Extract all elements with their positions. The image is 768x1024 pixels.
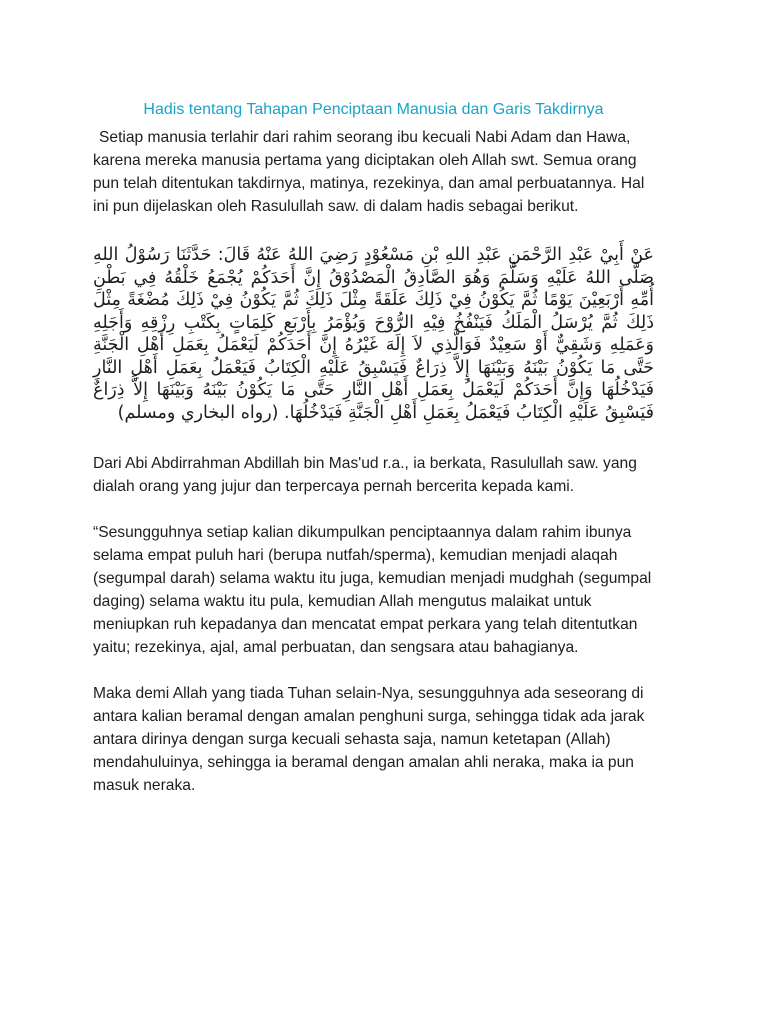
intro-paragraph: Setiap manusia terlahir dari rahim seorang ibu kecuali Nabi Adam dan Hawa, karena mereka manusia pertama yang diciptakan oleh Allah swt. Semua orang pun telah ditentukan takdirnya, matinya, rezekinya, dan amal perbuatannya. Hal ini pun dijelaskan oleh Rasulullah saw. di dalam hadis sebagai berikut. — [93, 129, 645, 215]
translation-intro-paragraph: Dari Abi Abdirrahman Abdillah bin Mas'ud r.a., ia berkata, Rasulullah saw. yang dialah orang yang jujur dan terpercaya pernah bercerita kepada kami. — [93, 455, 637, 495]
arabic-hadith-text: عَنْ أَبِيْ عَبْدِ الرَّحْمَنِ عَبْدِ اللهِ بْنِ مَسْعُوْدٍ رَضِيَ اللهُ عَنْهُ قَالَ: حَدَّثَنَا رَسُوْلُ اللهِ صَلَّى اللهُ عَلَيْهِ وَسَلَّمَ وَهُوَ الصَّادِقُ الْمَصْدُوْقُ إِنَّ أَحَدَكُمْ يُجْمَعُ خَلْقُهُ فِي بَطْنِ أُمِّهِ أَرْبَعِيْنَ يَوْمًا ثُمَّ يَكُوْنُ فِيْ ذَلِكَ عَلَقَةً مِثْلَ ذَلِكَ ثُمَّ يَكُوْنُ فِيْ ذَلِكَ مُضْغَةً مِثْلَ ذَلِكَ ثُمَّ يُرْسَلُ الْمَلَكُ فَيَنْفُخُ فِيْهِ الرُّوْحَ وَيُؤْمَرُ بِأَرْبَعِ كَلِمَاتٍ بِكَتْبِ رِزْقِهِ وَأَجَلِهِ وَعَمَلِهِ وَشَقِيٌّ أَوْ سَعِيْدٌ فَوَالَّذِي لاَ إِلَهَ غَيْرُهُ إِنَّ أَحَدَكُمْ لَيَعْمَلُ بِعَمَلِ أَهْلِ الْجَنَّةِ حَتَّى مَا يَكُوْنُ بَيْنَهُ وَبَيْنَهَا إِلاَّ ذِرَاعٌ فَيَسْبِقُ عَلَيْهِ الْكِتَابُ فَيَعْمَلُ بِعَمَلِ أَهْلِ النَّارِ فَيَدْخُلُهَا وَإِنَّ أَحَدَكُمْ لَيَعْمَلُ بِعَمَلِ أَهْلِ النَّارِ حَتَّى مَا يَكُوْنُ بَيْنَهُ وَبَيْنَهَا إِلاَّ ذِرَاعٌ فَيَسْبِقُ عَلَيْهِ الْكِتَابُ فَيَعْمَلُ بِعَمَلِ أَهْلِ الْجَنَّةِ فَيَدْخُلُهَا. (رواه البخاري ومسلم) — [93, 245, 654, 423]
document-title: Hadis tentang Tahapan Penciptaan Manusia dan Garis Takdirnya — [143, 101, 604, 118]
translation-paragraph-1: “Sesungguhnya setiap kalian dikumpulkan penciptaannya dalam rahim ibunya selama empat puluh hari (berupa nutfah/sperma), kemudian menjadi alaqah (segumpal darah) selama waktu itu juga, kemudian menjadi mudghah (segumpal daging) selama waktu itu pula, kemudian Allah mengutus malaikat untuk meniupkan ruh kepadanya dan mencatat empat perkara yang telah ditentutkan yaitu; rezekinya, ajal, amal perbuatan, dan sengsara atau bahagianya. — [93, 524, 652, 656]
translation-paragraph-2: Maka demi Allah yang tiada Tuhan selain-Nya, sesungguhnya ada seseorang di antara kalian beramal dengan amalan penghuni surga, sehingga tidak ada jarak antara dirinya dengan surga kecuali sehasta saja, namun ketetapan (Allah) mendahuluinya, sehingga ia beramal dengan amalan ahli neraka, maka ia pun masuk neraka. — [93, 685, 645, 794]
